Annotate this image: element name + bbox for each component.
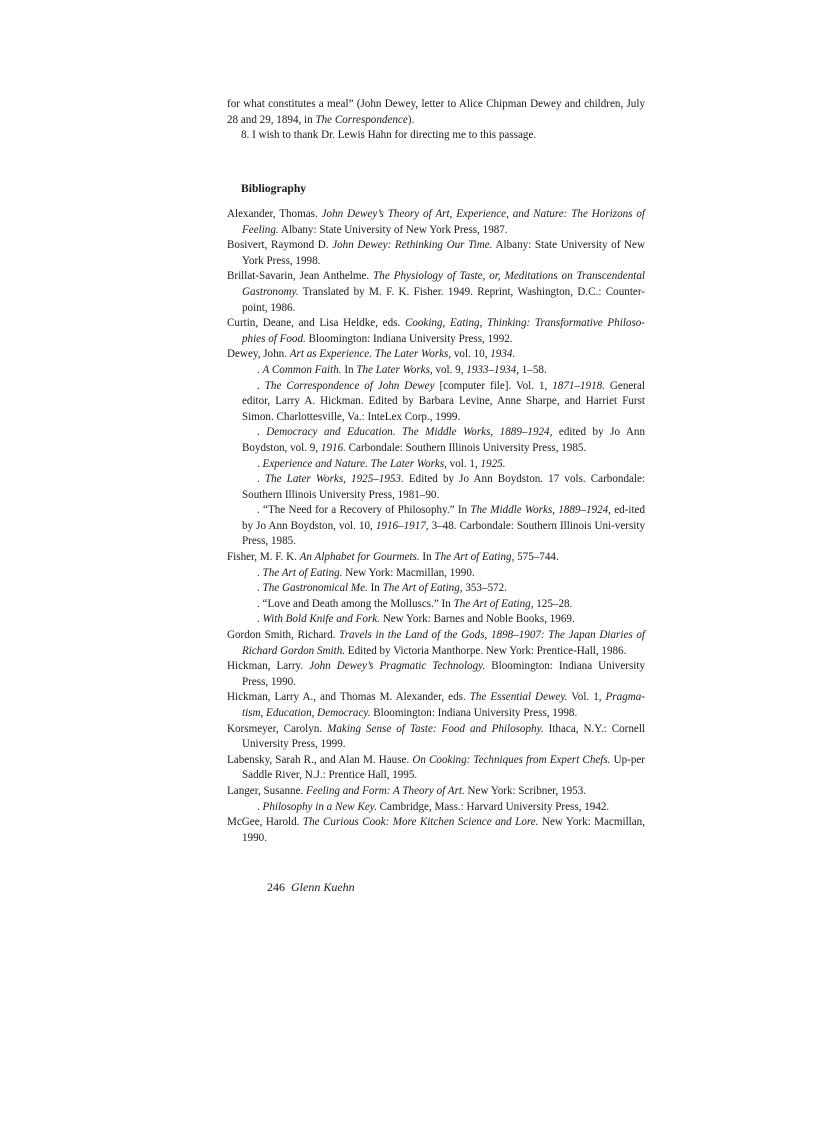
- entry-text: Fisher, M. F. K.: [227, 551, 300, 564]
- entry-title: John Dewey’s Theory of Art, Experience, and Nature: The Horizons of Feeling.: [242, 208, 645, 236]
- bibliography-entry: [227, 363, 645, 379]
- entry-text: Korsmeyer, Carolyn.: [227, 722, 328, 735]
- entry-text: 1–58.: [518, 363, 547, 376]
- entry-title: 1871–1918.: [552, 379, 605, 392]
- entry-title: The Art of Eating.: [262, 566, 343, 579]
- bibliography-entry: [227, 347, 645, 363]
- entry-text: Bloomington: Indiana University Press, 1992.: [305, 332, 513, 345]
- entry-text: .: [257, 582, 263, 595]
- entry-text: Bosivert, Raymond D.: [227, 239, 333, 252]
- entry-title: The Art of Eating,: [453, 597, 534, 610]
- bibliography-entry: [227, 379, 645, 426]
- entry-text: Hickman, Larry.: [227, 660, 310, 673]
- entry-text: New York: Scribner, 1953.: [464, 784, 587, 797]
- entry-title: Democracy and Education. The Middle Works, 1889–1924,: [266, 426, 553, 439]
- note-8: 8. I wish to thank Dr. Lewis Hahn for directing me to this passage.: [241, 129, 537, 142]
- entry-title: The Art of Eating,: [382, 582, 463, 595]
- entry-text: Labensky, Sarah R., and Alan M. Hause.: [227, 753, 413, 766]
- entry-title: Experience and Nature. The Later Works,: [262, 457, 447, 470]
- entry-text: vol. 1,: [446, 457, 481, 470]
- bibliography-entry: [227, 207, 645, 238]
- entry-text: General editor, Larry A. Hickman. Edited by Barbara Levine, Anne Sharpe, and Harriet Furst Simon. Charlottesville, Va.: InteLex Corp., 1999.: [242, 379, 646, 423]
- entry-text: Langer, Susanne.: [227, 784, 307, 797]
- entry-text: Edited by Jo Ann Boydston. 17 vols. Carbondale: Southern Illinois University Press, 1981–90.: [242, 473, 646, 501]
- entry-title: The Correspondence of John Dewey: [264, 379, 435, 392]
- entry-text: Albany: State University of New York Press, 1998.: [242, 239, 645, 267]
- entry-text: vol. 10,: [451, 348, 491, 361]
- note-continuation: for what constitutes a meal” (John Dewey, letter to Alice Chipman Dewey and children, July 28 and 29, 1894, in The Correspondence).: [227, 98, 645, 126]
- entry-text: edited by Jo Ann Boydston, vol. 9,: [242, 426, 646, 454]
- bibliography-heading: Bibliography: [241, 182, 307, 195]
- notes-section: [227, 97, 645, 144]
- bibliography-entry: [227, 550, 645, 566]
- entry-title: Making Sense of Taste: Food and Philosophy.: [327, 722, 544, 735]
- bibliography-entry: [227, 269, 645, 316]
- page-footer: [267, 880, 355, 895]
- bibliography-entry: [227, 581, 645, 597]
- entry-title: A Common Faith.: [262, 363, 342, 376]
- entry-text: New York: Macmillan, 1990.: [342, 566, 475, 579]
- entry-text: .: [257, 566, 263, 579]
- entry-text: Vol. 1,: [567, 691, 606, 704]
- entry-title: Art as Experience. The Later Works,: [289, 348, 452, 361]
- bibliography-entry: [227, 628, 645, 659]
- bibliography-entry: [227, 659, 645, 690]
- bibliography-entry: [227, 316, 645, 347]
- entry-text: New York: Macmillan, 1990.: [242, 816, 645, 844]
- bibliography-entry: [227, 815, 645, 846]
- entry-title: The Physiology of Taste, or, Meditations on Transcendental Gastronomy.: [242, 270, 645, 298]
- bibliography-list: [227, 207, 645, 846]
- running-author: Glenn Kuehn: [291, 880, 355, 894]
- bibliography-entry: [227, 753, 645, 784]
- entry-text: Edited by Victoria Manthorpe. New York: Prentice-Hall, 1986.: [345, 644, 627, 657]
- entry-text: 125–28.: [533, 597, 573, 610]
- entry-title: The Essential Dewey.: [469, 691, 568, 704]
- entry-text: Cambridge, Mass.: Harvard University Press, 1942.: [376, 800, 610, 813]
- entry-text: [computer file]. Vol. 1,: [434, 379, 553, 392]
- entry-title: 1925.: [480, 457, 506, 470]
- entry-text: McGee, Harold.: [227, 816, 303, 829]
- entry-title: 1916.: [320, 441, 346, 454]
- entry-text: .: [257, 613, 263, 626]
- bibliography-entry: [227, 472, 645, 503]
- entry-text: In: [341, 363, 357, 376]
- entry-text: New York: Barnes and Noble Books, 1969.: [379, 613, 575, 626]
- bibliography-entry: [227, 612, 645, 628]
- bibliography-entry: [227, 800, 645, 816]
- entry-text: 3–48. Carbondale: Southern Illinois Uni-versity Press, 1985.: [242, 519, 645, 548]
- entry-text: Alexander, Thomas.: [227, 208, 322, 220]
- bibliography-entry: [227, 722, 645, 753]
- entry-title: 1933–1934,: [466, 363, 519, 376]
- entry-text: 575–744.: [514, 551, 559, 564]
- entry-title: Travels in the Land of the Gods, 1898–1907: The Japan Diaries of Richard Gordon Smith.: [242, 629, 646, 657]
- entry-title: The Later Works,: [356, 363, 433, 376]
- entry-title: An Alphabet for Gourmets.: [299, 551, 420, 564]
- page-number: 246: [267, 880, 285, 894]
- bibliography-entry: [227, 566, 645, 582]
- entry-title: Cooking, Eating, Thinking: Transformative Philoso-phies of Food.: [242, 317, 646, 345]
- bibliography-entry: [227, 457, 645, 473]
- entry-title: The Middle Works, 1889–1924,: [470, 504, 611, 517]
- entry-text: Bloomington: Indiana University Press, 1998.: [370, 707, 578, 719]
- entry-text: vol. 9,: [432, 363, 467, 376]
- entry-title: Philosophy in a New Key.: [262, 800, 377, 813]
- entry-title: The Curious Cook: More Kitchen Science and Lore.: [302, 816, 539, 829]
- entry-text: .: [257, 473, 265, 486]
- bibliography-entry: [227, 238, 645, 269]
- entry-text: In: [419, 551, 435, 564]
- entry-title: The Gastronomical Me.: [262, 582, 368, 595]
- entry-text: .: [257, 363, 263, 376]
- bibliography-entry: [227, 425, 645, 456]
- entry-text: ed-ited by Jo Ann Boydston, vol. 10,: [242, 504, 646, 532]
- entry-text: 353–572.: [462, 582, 507, 595]
- entry-title: Feeling and Form: A Theory of Art.: [306, 784, 465, 797]
- bibliography-entry: [227, 503, 645, 550]
- entry-text: Albany: State University of New York Press, 1987.: [278, 223, 508, 236]
- entry-text: .: [257, 379, 265, 392]
- entry-title: Pragma-tism, Education, Democracy.: [242, 691, 645, 719]
- entry-title: John Dewey’s Pragmatic Technology.: [309, 660, 486, 673]
- bibliography-entry: [227, 597, 645, 613]
- entry-text: Hickman, Larry A., and Thomas M. Alexander, eds.: [227, 691, 470, 704]
- entry-text: Curtin, Deane, and Lisa Heldke, eds.: [227, 317, 405, 330]
- entry-text: In: [367, 582, 383, 595]
- entry-title: With Bold Knife and Fork.: [262, 613, 380, 626]
- bibliography-entry: [227, 690, 645, 721]
- entry-text: .: [257, 426, 267, 439]
- entry-title: John Dewey: Rethinking Our Time.: [332, 239, 493, 252]
- entry-text: .: [257, 457, 263, 470]
- entry-text: Up-per Saddle River, N.J.: Prentice Hall, 1995.: [242, 753, 646, 782]
- entry-text: . “The Need for a Recovery of Philosophy.” In: [257, 504, 471, 517]
- entry-text: Bloomington: Indiana University Press, 1990.: [242, 660, 645, 688]
- bibliography-entry: [227, 784, 645, 800]
- entry-text: Ithaca, N.Y.: Cornell University Press, 1999.: [242, 722, 645, 751]
- entry-text: Translated by M. F. K. Fisher. 1949. Reprint, Washington, D.C.: Counter-point, 1986.: [242, 285, 645, 314]
- entry-text: .: [257, 800, 263, 813]
- entry-title: 1916–1917,: [375, 519, 429, 532]
- entry-text: Gordon Smith, Richard.: [227, 629, 340, 642]
- entry-text: Dewey, John.: [227, 348, 290, 361]
- entry-title: The Later Works, 1925–1953.: [264, 473, 404, 486]
- entry-title: 1934.: [490, 348, 516, 361]
- entry-text: . “Love and Death among the Molluscs.” In: [257, 597, 454, 610]
- entry-text: Carbondale: Southern Illinois University Press, 1985.: [345, 441, 587, 454]
- entry-title: On Cooking: Techniques from Expert Chefs.: [412, 753, 611, 766]
- entry-text: Brillat-Savarin, Jean Anthelme.: [227, 270, 374, 283]
- entry-title: The Art of Eating,: [434, 551, 515, 564]
